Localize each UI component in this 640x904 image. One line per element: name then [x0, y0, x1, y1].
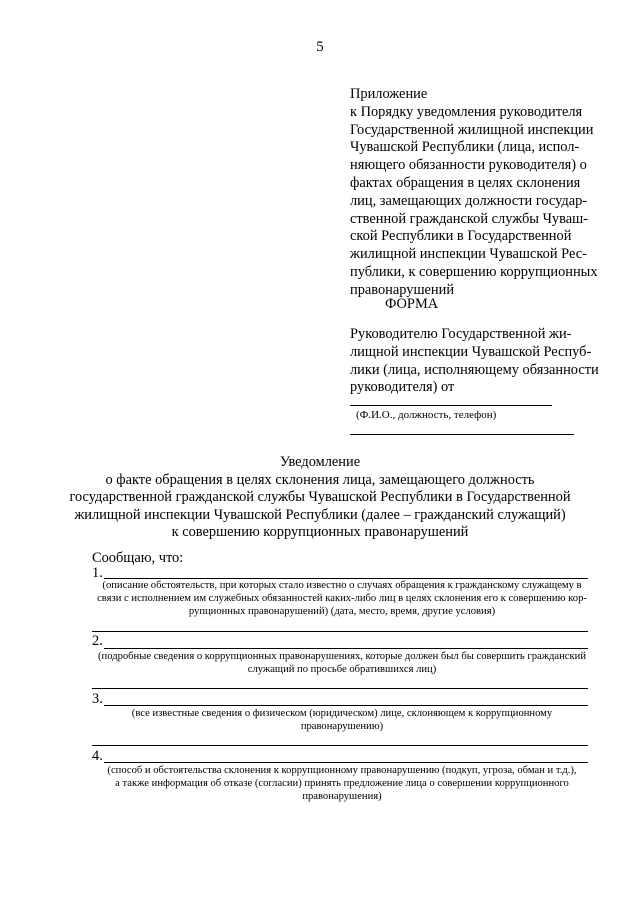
sender-extra-blank-line[interactable] [350, 434, 574, 435]
item-4-caption [86, 764, 598, 804]
item-1-caption [86, 579, 598, 619]
item-1-extra-blank-line[interactable] [92, 631, 588, 632]
item-1-caption-line: (описание обстоятельств, при которых стало известно о случаях обращения к гражданскому служащему в [102, 580, 582, 591]
addressee-line: лищной инспекции Чувашской Респуб- [350, 343, 592, 360]
appendix-line: Чувашской Республики (лица, испол- [350, 139, 580, 156]
item-4-blank-line[interactable] [104, 762, 588, 763]
appendix-line: правонарушений [350, 281, 455, 298]
notice-subtitle-line: государственной гражданской службы Чувашской Республики в Государственной [69, 489, 571, 505]
item-3-caption-line: (все известные сведения о физическом (юридическом) лице, склоняющем к коррупционному [131, 708, 553, 719]
fio-caption: (Ф.И.О., должность, телефон) [356, 409, 497, 421]
item-2-extra-blank-line[interactable] [92, 688, 588, 689]
item-1-caption-line: связи с исполнением им служебных обязанностей каких-либо лиц в целях склонения его к совершению кор- [97, 593, 587, 605]
fio-blank-line[interactable] [350, 405, 552, 406]
item-3-blank-line[interactable] [104, 705, 588, 706]
addressee-line: лики (лица, исполняющему обязанности [350, 361, 599, 378]
item-3-extra-blank-line[interactable] [92, 745, 588, 746]
item-3-number: 3. [92, 691, 103, 707]
notice-heading [0, 454, 640, 542]
page-number: 5 [316, 39, 324, 55]
item-2-blank-line[interactable] [104, 648, 588, 649]
notice-title: Уведомление [279, 454, 361, 470]
item-4-number: 4. [92, 748, 103, 764]
notice-subtitle-line: к совершению коррупционных правонарушений [171, 524, 469, 540]
appendix-line: ской Республики в Государственной [350, 228, 572, 245]
appendix-line: лиц, замещающих должности государ- [350, 192, 588, 209]
appendix-header [350, 86, 600, 300]
item-3-caption-line: правонарушению) [300, 721, 384, 733]
appendix-line: жилищной инспекции Чувашской Рес- [350, 246, 587, 263]
appendix-line: Государственной жилищной инспекции [350, 121, 594, 138]
intro-text: Сообщаю, что: [92, 550, 184, 566]
item-1-number: 1. [92, 565, 103, 581]
item-2-caption-line: (подробные сведения о коррупционных правонарушениях, которые должен был бы совершить гражданский [98, 651, 586, 662]
appendix-line: няющего обязанности руководителя) о [350, 157, 587, 174]
appendix-line: Приложение [350, 86, 428, 102]
item-2-caption [86, 650, 598, 676]
addressee-line: руководителя) от [350, 379, 455, 396]
addressee-block [350, 326, 600, 397]
item-4-caption-line: (способ и обстоятельства склонения к коррупционному правонарушению (подкуп, угроза, обман и т.д.), [107, 765, 577, 776]
addressee-line: Руководителю Государственной жи- [350, 326, 572, 342]
appendix-line: к Порядку уведомления руководителя [350, 103, 583, 120]
item-4-caption-line: а также информация об отказе (согласии) принять предложение лица о совершении коррупционного [115, 778, 569, 790]
appendix-line: ственной гражданской службы Чуваш- [350, 210, 588, 227]
item-3-caption [86, 707, 598, 733]
notice-subtitle-line: о факте обращения в целях склонения лица, замещающего должность [105, 471, 535, 488]
appendix-line: публики, к совершению коррупционных [350, 263, 598, 280]
appendix-line: фактах обращения в целях склонения [350, 174, 581, 191]
item-1-caption-line: рупционных правонарушений) (дата, место, время, другие условия) [188, 606, 496, 618]
item-2-caption-line: служащий по просьбе обратившихся лиц) [247, 664, 437, 676]
form-label: ФОРМА [385, 296, 439, 312]
item-4-caption-line: правонарушения) [302, 791, 382, 803]
notice-subtitle-line: жилищной инспекции Чувашской Республики (далее – гражданский служащий) [74, 506, 566, 523]
item-2-number: 2. [92, 633, 103, 649]
